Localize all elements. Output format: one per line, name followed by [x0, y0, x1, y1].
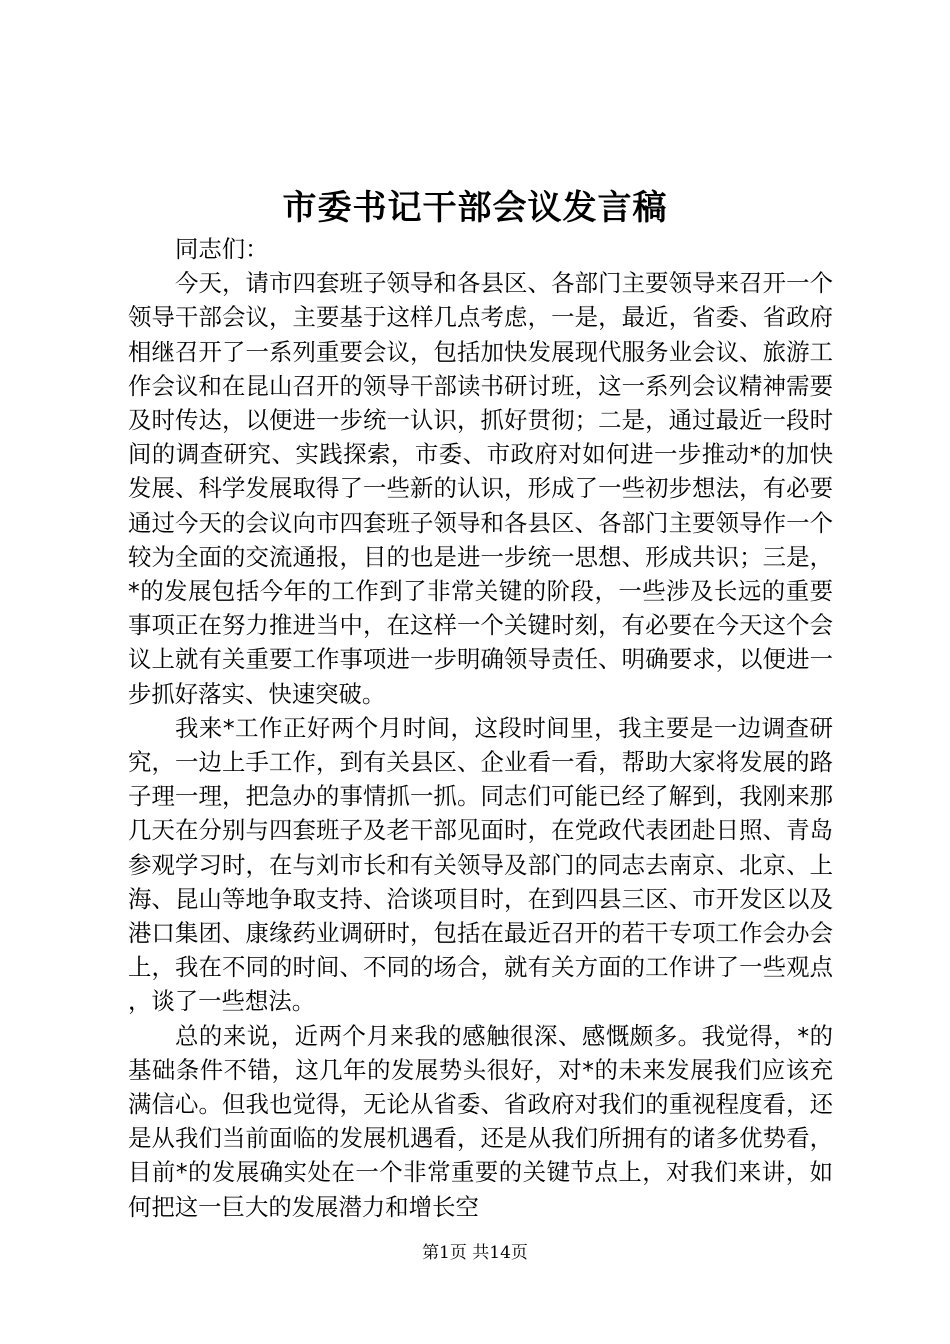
salutation: 同志们：	[175, 235, 269, 263]
page-number-footer: 第1页 共14页	[422, 1243, 528, 1263]
paragraph-2: 我来*工作正好两个月时间，这段时间里，我主要是一边调查研究，一边上手工作，到有关县区、企业看一看，帮助大家将发展的路子理一理，把急办的事情抓一抓。同志们可能已经了解到，我刚来那几天在分别与四套班子及老干部见面时，在党政代表团赴日照、青岛参观学习时，在与刘市长和有关领导及部门的同志去南京、北京、上海、昆山等地争取支持、洽谈项目时，在到四县三区、市开发区以及港口集团、康缘药业调研时，包括在最近召开的若干专项工作会办会上，我在不同的时间、不同的场合，就有关方面的工作讲了一些观点，谈了一些想法。	[128, 713, 833, 1016]
paragraph-1: 今天，请市四套班子领导和各县区、各部门主要领导来召开一个领导干部会议，主要基于这样几点考虑，一是，最近，省委、省政府相继召开了一系列重要会议，包括加快发展现代服务业会议、旅游工作会议和在昆山召开的领导干部读书研讨班，这一系列会议精神需要及时传达，以便进一步统一认识，抓好贯彻；二是，通过最近一段时间的调查研究、实践探索，市委、市政府对如何进一步推动*的加快发展、科学发展取得了一些新的认识，形成了一些初步想法，有必要通过今天的会议向市四套班子领导和各县区、各部门主要领导作一个较为全面的交流通报，目的也是进一步统一思想、形成共识；三是，*的发展包括今年的工作到了非常关键的阶段，一些涉及长远的重要事项正在努力推进当中，在这样一个关键时刻，有必要在今天这个会议上就有关重要工作事项进一步明确领导责任、明确要求，以便进一步抓好落实、快速突破。	[128, 269, 833, 708]
paragraph-3: 总的来说，近两个月来我的感触很深、感慨颇多。我觉得，*的基础条件不错，这几年的发展势头很好，对*的未来发展我们应该充满信心。但我也觉得，无论从省委、省政府对我们的重视程度看，还是从我们当前面临的发展机遇看，还是从我们所拥有的诸多优势看，目前*的发展确实处在一个非常重要的关键节点上，对我们来讲，如何把这一巨大的发展潜力和增长空	[128, 1021, 833, 1221]
document-body	[128, 232, 833, 1224]
document-title: 市委书记干部会议发言稿	[282, 188, 668, 228]
